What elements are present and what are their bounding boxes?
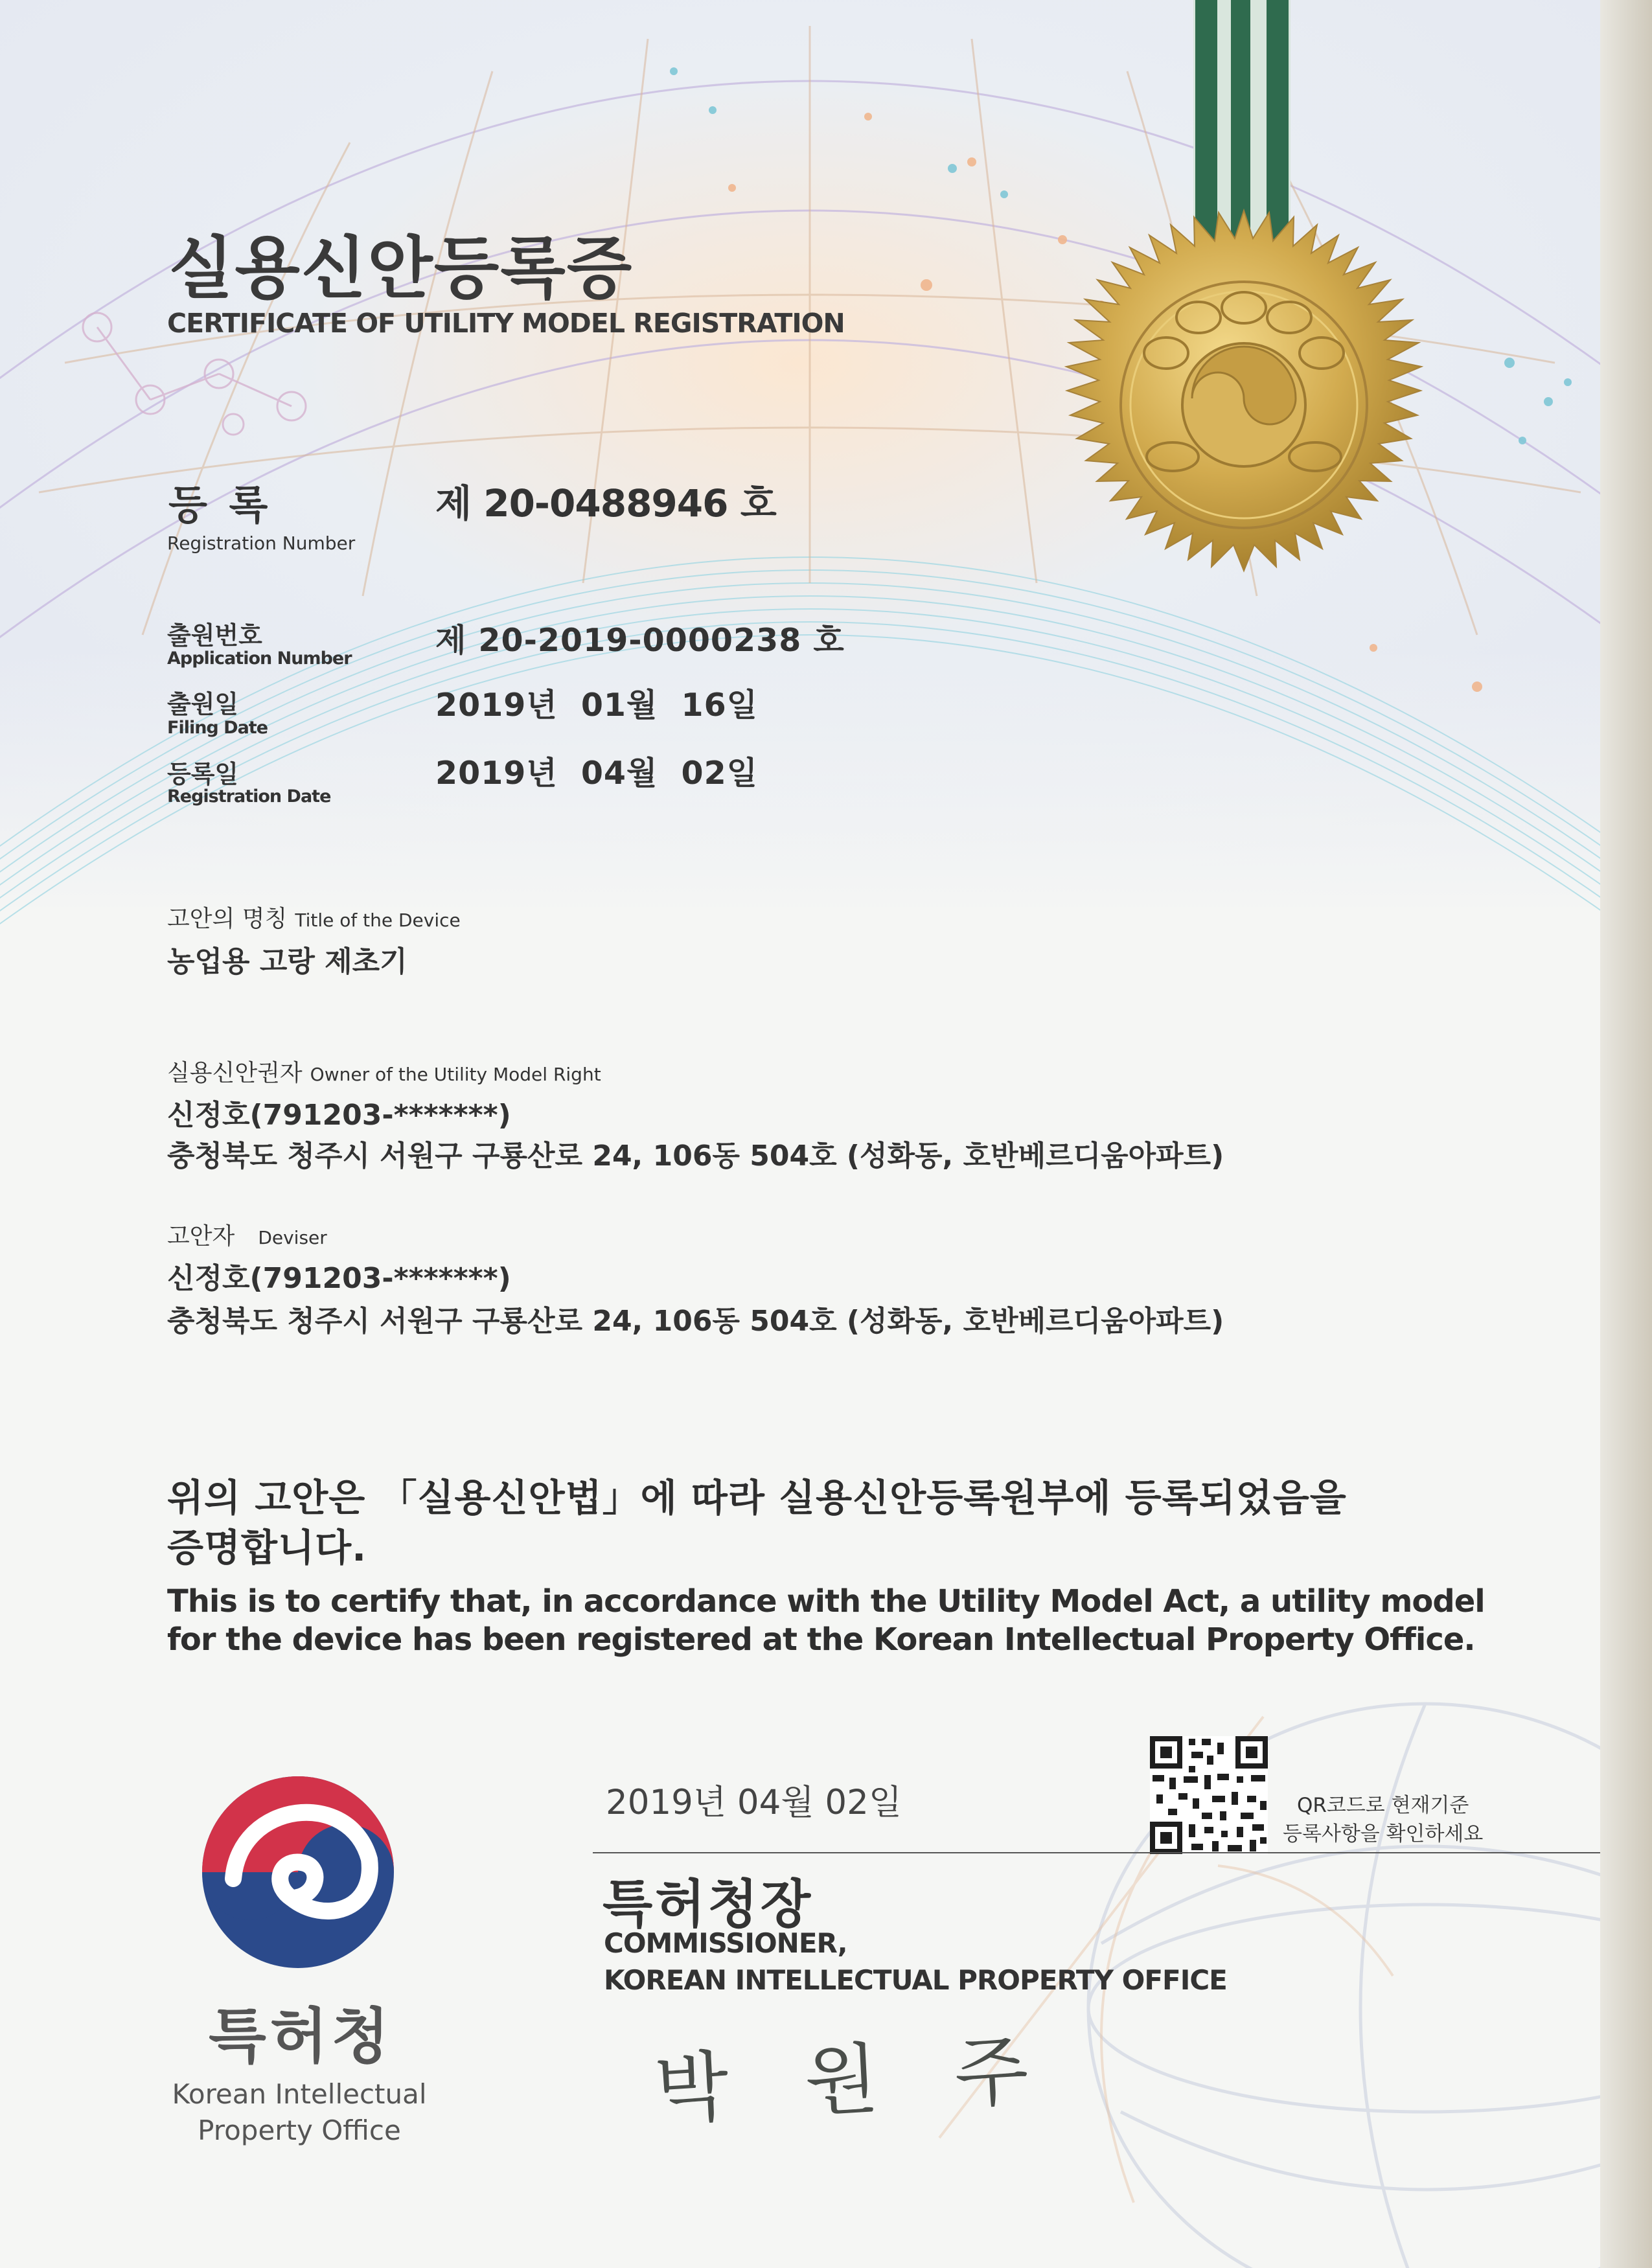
- deviser-name: 신정호(791203-*******): [167, 1262, 511, 1295]
- application-label-en: Application Number: [167, 648, 352, 669]
- device-title-heading: [167, 900, 461, 934]
- title-korean: 실용신안등록증: [168, 229, 634, 308]
- registration-date: 2019년 04월 02일: [435, 755, 758, 792]
- registration-label-en: Registration Number: [167, 533, 356, 554]
- registration-date-label-en: Registration Date: [167, 786, 331, 807]
- paper-edge: [1600, 0, 1652, 2268]
- deviser-label-kr: 고안자: [167, 1223, 235, 1250]
- deviser-label-en: Deviser: [258, 1227, 327, 1248]
- device-label-en: Title of the Device: [295, 910, 461, 931]
- deviser-heading: [167, 1218, 327, 1251]
- logo-name-en-line2: Property Office: [198, 2114, 401, 2146]
- application-label-kr: 출원번호: [167, 621, 262, 650]
- device-title: 농업용 고랑 제초기: [167, 945, 407, 978]
- filing-label-kr: 출원일: [167, 690, 239, 718]
- owner-heading: [167, 1055, 601, 1088]
- commissioner-signature: 박 원 주: [652, 2024, 1057, 2135]
- certification-en-line2: for the device has been registered at the Korean Intellectual Property Office.: [167, 1621, 1475, 1658]
- qr-note-line2: 등록사항을 확인하세요: [1283, 1822, 1484, 1846]
- filing-date: 2019년 01월 16일: [435, 687, 758, 724]
- commissioner-title-en-line2: KOREAN INTELLECTUAL PROPERTY OFFICE: [604, 1964, 1227, 1996]
- logo-name-en-line1: Korean Intellectual: [172, 2078, 427, 2110]
- owner-label-kr: 실용신안권자: [167, 1060, 303, 1086]
- issue-date: 2019년 04월 02일: [606, 1783, 902, 1822]
- registration-date-label-kr: 등록일: [167, 760, 239, 788]
- registration-label-kr: 등 록: [168, 481, 272, 529]
- kipo-logo-icon: [202, 1776, 394, 1968]
- commissioner-title-en-line1: COMMISSIONER,: [604, 1927, 847, 1959]
- owner-address: 충청북도 청주시 서원구 구룡산로 24, 106동 504호 (성화동, 호반베르디움아파트): [167, 1140, 1224, 1173]
- device-label-kr: 고안의 명칭: [167, 906, 288, 932]
- registration-number: 제 20-0488946 호: [435, 481, 776, 525]
- deviser-address: 충청북도 청주시 서원구 구룡산로 24, 106동 504호 (성화동, 호반베르디움아파트): [167, 1305, 1224, 1338]
- qr-note-line1: QR코드로 현재기준: [1296, 1794, 1469, 1817]
- application-number: 제 20-2019-0000238 호: [435, 622, 845, 659]
- qr-note: [1283, 1791, 1483, 1848]
- qr-code-icon: [1150, 1736, 1268, 1854]
- logo-name-en: [170, 2076, 429, 2149]
- filing-label-en: Filing Date: [167, 718, 268, 738]
- commissioner-title-kr: 특허청장: [602, 1874, 814, 1934]
- logo-name-kr: 특허청: [209, 2002, 393, 2071]
- certification-kr-line2: 증명합니다.: [167, 1526, 367, 1570]
- certification-kr-line1: 위의 고안은 「실용신안법」에 따라 실용신안등록원부에 등록되었음을: [167, 1476, 1347, 1520]
- title-english: CERTIFICATE OF UTILITY MODEL REGISTRATION: [167, 308, 845, 339]
- certification-en-line1: This is to certify that, in accordance with the Utility Model Act, a utility model: [167, 1583, 1485, 1620]
- owner-name: 신정호(791203-*******): [167, 1099, 511, 1132]
- owner-label-en: Owner of the Utility Model Right: [310, 1064, 601, 1085]
